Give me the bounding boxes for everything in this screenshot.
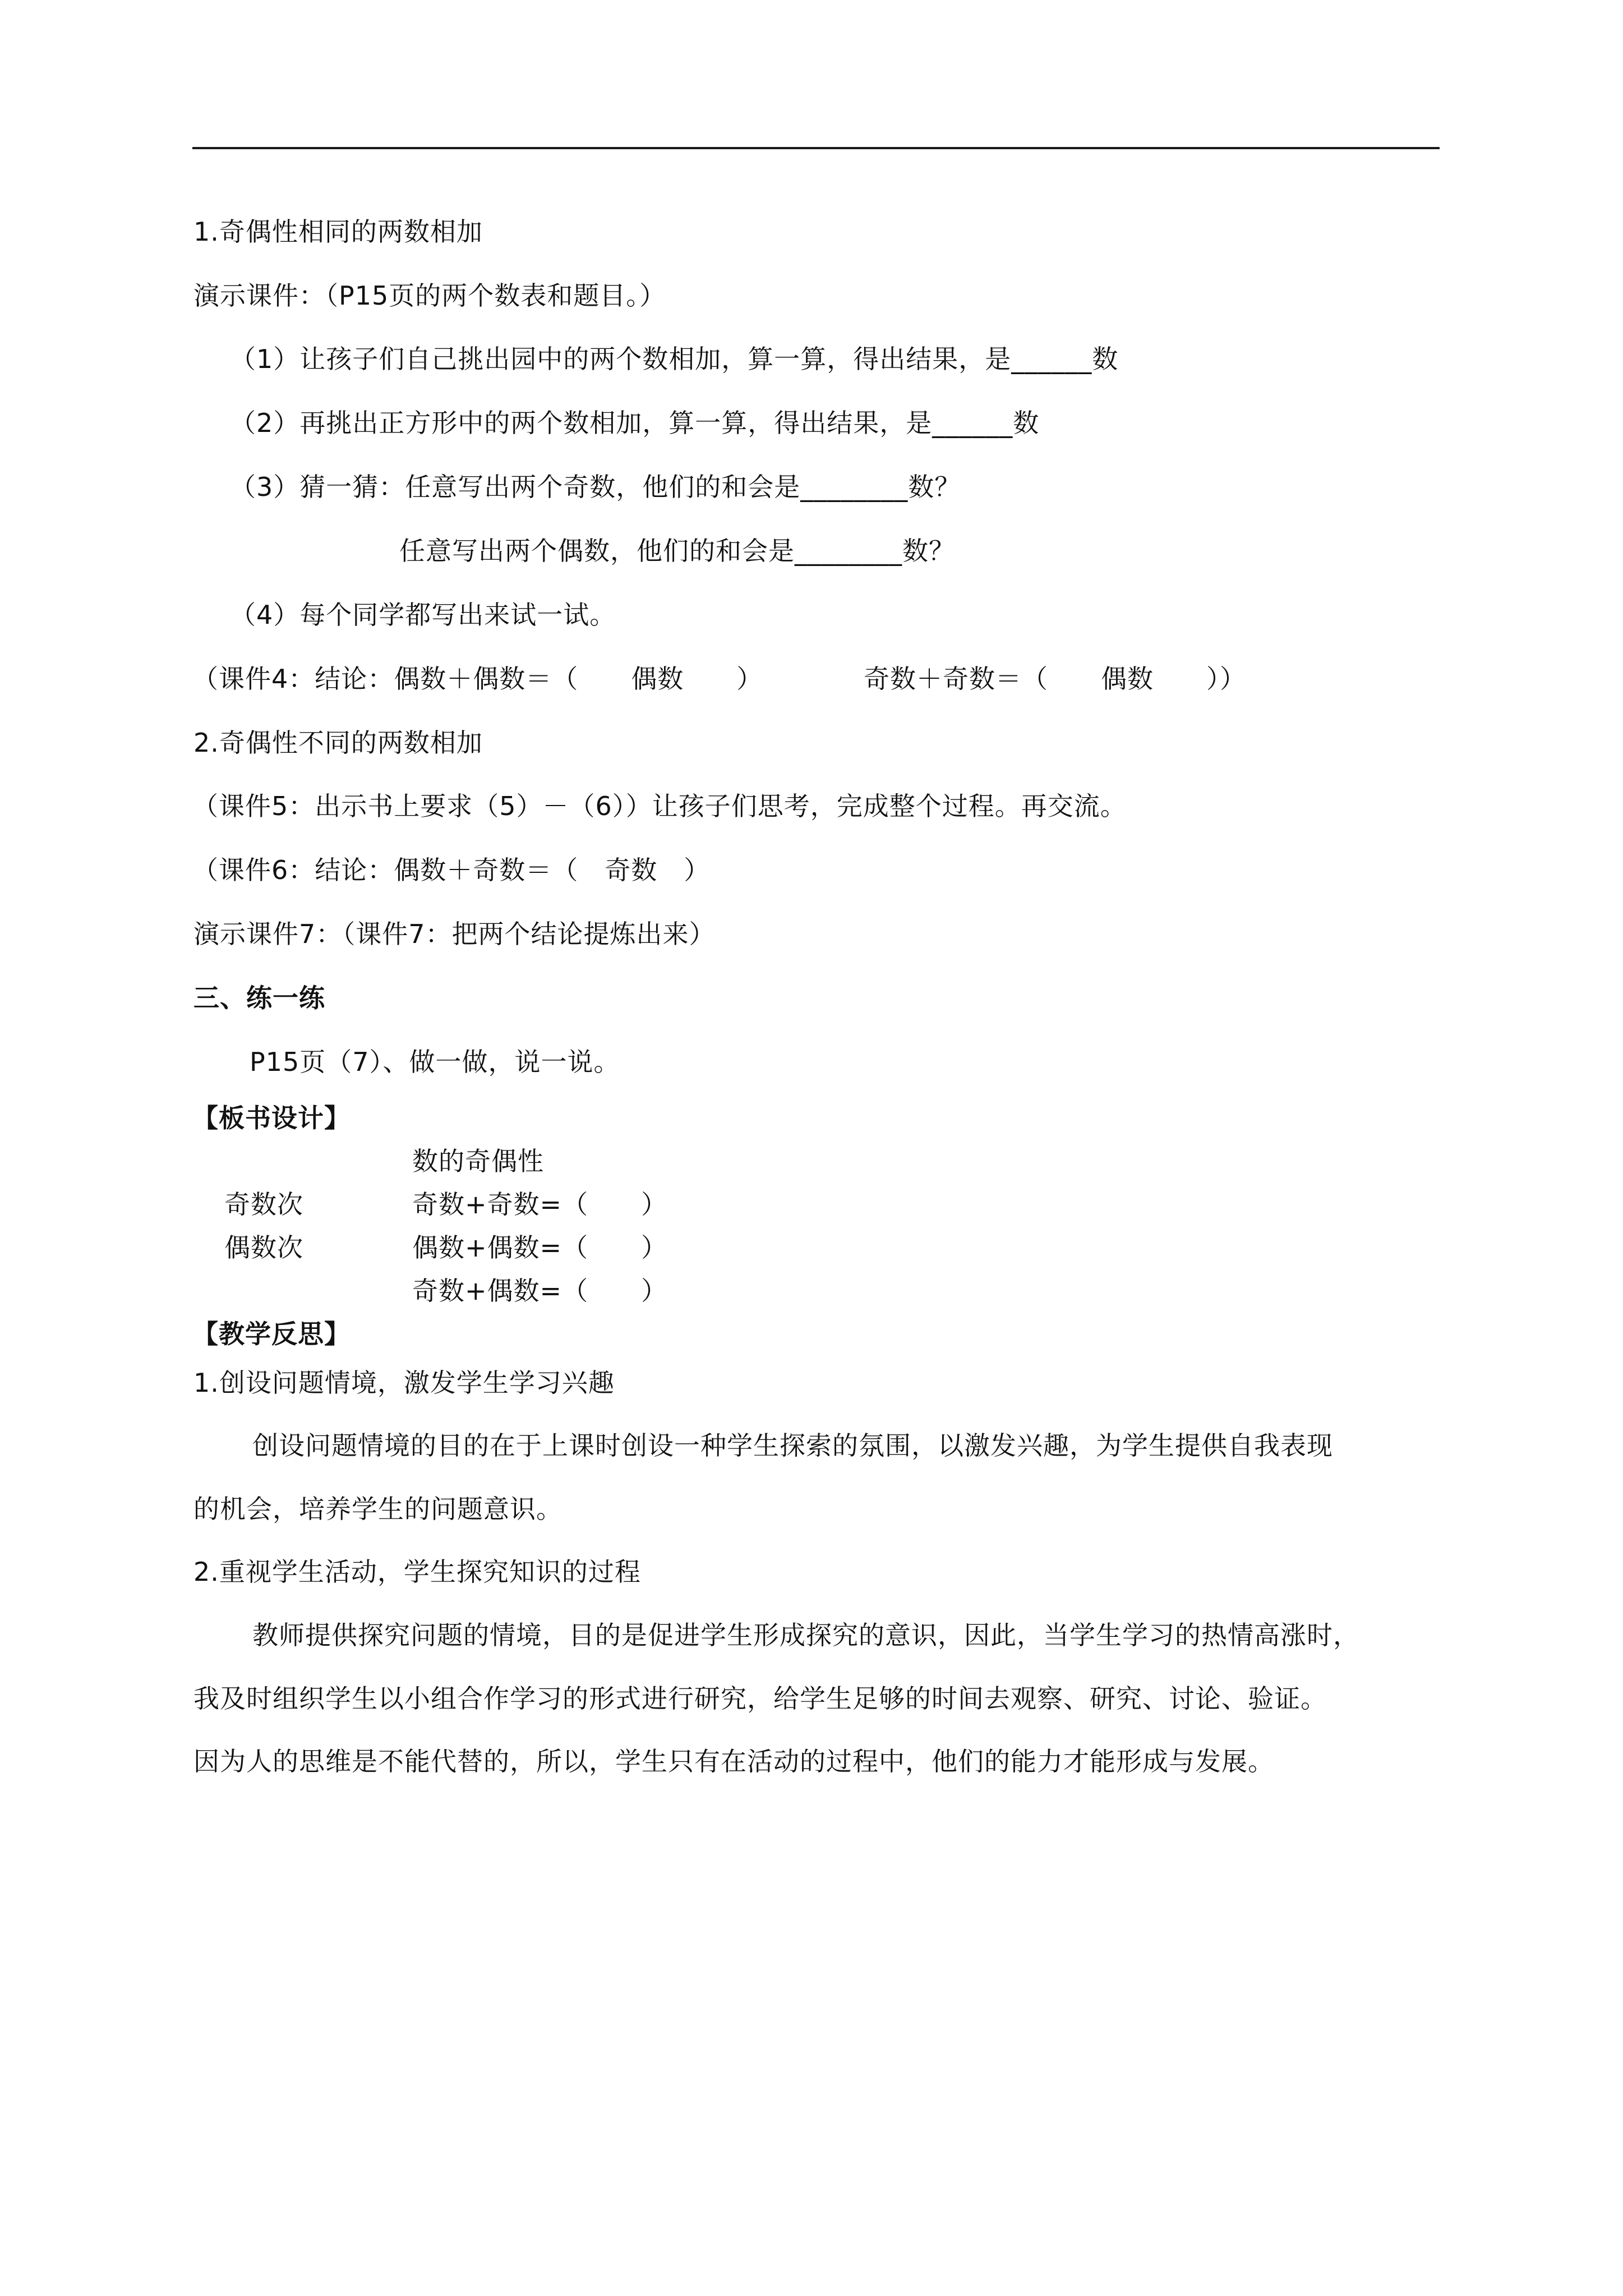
practice-heading: 三、练一练	[193, 983, 325, 1013]
practice-text: P15页（7）、做一做，说一说。	[250, 1047, 620, 1077]
reflection-heading: 【教学反思】	[192, 1319, 351, 1349]
courseware-5-line: （课件5：出示书上要求（5）－（6））让孩子们思考，完成整个过程。再交流。	[192, 791, 1127, 821]
board-right-1: 奇数+奇数=（ ）	[412, 1189, 668, 1220]
question-1: （1）让孩子们自己挑出园中的两个数相加，算一算，得出结果，是______数	[230, 344, 1119, 374]
demo-courseware-line: 演示课件：（P15页的两个数表和题目。）	[193, 280, 666, 311]
board-left-2: 偶数次	[224, 1232, 303, 1263]
board-title: 数的奇偶性	[412, 1146, 544, 1176]
conclusion-4b: 奇数＋奇数＝（ 偶数 ））	[864, 664, 1246, 694]
conclusion-6: （课件6：结论：偶数＋奇数＝（ 奇数 ）	[192, 855, 711, 885]
board-right-3: 奇数+偶数=（ ）	[412, 1276, 668, 1306]
conclusion-4a: （课件4：结论：偶数＋偶数＝（ 偶数 ）	[192, 664, 763, 694]
question-2: （2）再挑出正方形中的两个数相加，算一算，得出结果，是______数	[230, 408, 1040, 438]
board-right-2: 偶数+偶数=（ ）	[412, 1232, 668, 1263]
reflection-point-2-line-2: 我及时组织学生以小组合作学习的形式进行研究，给学生足够的时间去观察、研究、讨论、验证。	[193, 1683, 1327, 1714]
demo-courseware-7: 演示课件7：（课件7：把两个结论提炼出来）	[193, 919, 716, 949]
question-3b: 任意写出两个偶数，他们的和会是________数？	[399, 536, 955, 566]
reflection-point-1-line-2: 的机会，培养学生的问题意识。	[193, 1494, 562, 1524]
reflection-point-2-title: 2.重视学生活动，学生探究知识的过程	[193, 1557, 641, 1587]
section1-heading: 1.奇偶性相同的两数相加	[193, 217, 483, 247]
reflection-point-1-title: 1.创设问题情境，激发学生学习兴趣	[193, 1368, 615, 1398]
question-3a: （3）猜一猜：任意写出两个奇数，他们的和会是________数？	[230, 472, 961, 502]
section2-heading: 2.奇偶性不同的两数相加	[193, 728, 483, 758]
header-rule	[192, 147, 1440, 149]
question-4: （4）每个同学都写出来试一试。	[230, 600, 616, 630]
board-left-1: 奇数次	[224, 1189, 303, 1220]
reflection-point-2-line-1: 教师提供探究问题的情境，目的是促进学生形成探究的意识，因此，当学生学习的热情高涨时，	[252, 1620, 1359, 1650]
reflection-point-1-line-1: 创设问题情境的目的在于上课时创设一种学生探索的氛围，以激发兴趣，为学生提供自我表现	[252, 1430, 1333, 1461]
reflection-point-2-line-3: 因为人的思维是不能代替的，所以，学生只有在活动的过程中，他们的能力才能形成与发展。	[193, 1746, 1274, 1777]
board-design-heading: 【板书设计】	[192, 1103, 351, 1133]
